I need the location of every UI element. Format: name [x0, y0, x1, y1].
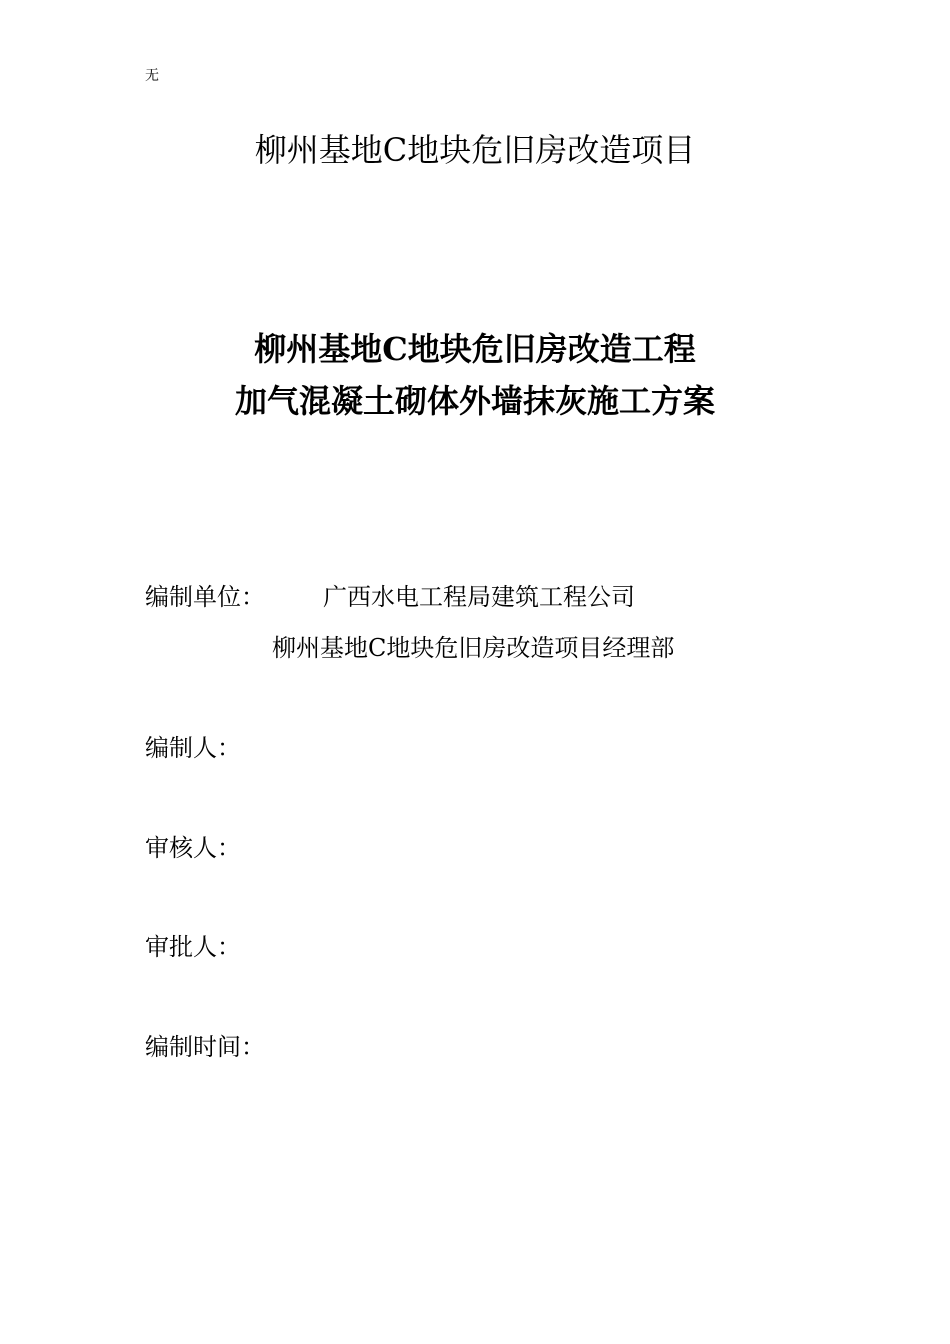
reviewer-label: 审核人： [145, 834, 241, 862]
project-title: 柳州基地C地块危旧房改造项目 [254, 131, 696, 169]
main-title-line-1: 柳州基地C地块危旧房改造工程 [254, 330, 696, 368]
approver-label: 审批人： [145, 933, 241, 961]
compiler-label: 编制人： [145, 734, 241, 762]
header-mark: 无 [145, 68, 159, 84]
compiling-unit-label: 编制单位： [145, 583, 265, 611]
compiling-unit-department: 柳州基地C地块危旧房改造项目经理部 [272, 634, 675, 662]
compile-time-label: 编制时间： [145, 1033, 265, 1061]
compiling-unit-name: 广西水电工程局建筑工程公司 [323, 583, 635, 611]
main-title-line-2: 加气混凝土砌体外墙抹灰施工方案 [234, 382, 715, 420]
